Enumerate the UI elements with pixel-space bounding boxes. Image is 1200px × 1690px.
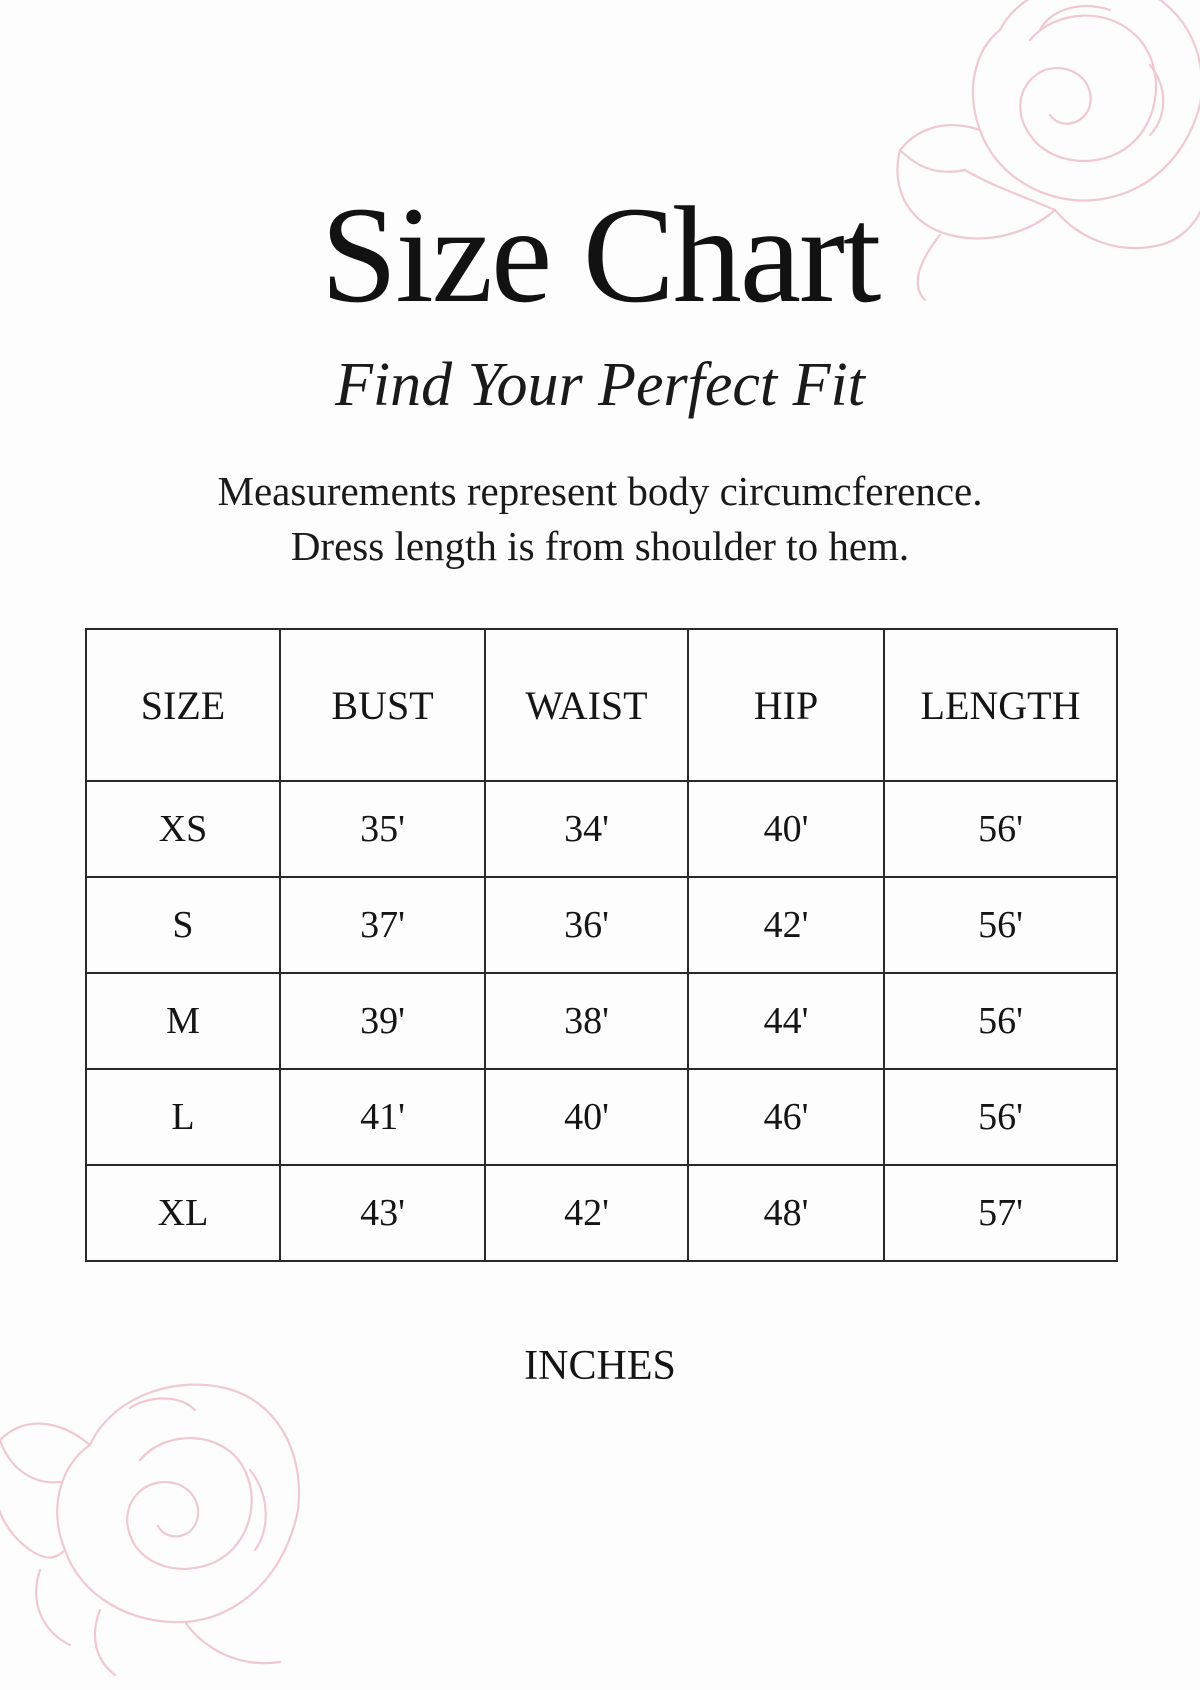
measurement-note: Measurements represent body circumcference. xyxy=(217,468,983,514)
column-header-hip: HIP xyxy=(688,629,884,781)
bust-cell: 43' xyxy=(280,1165,485,1261)
hip-cell: 44' xyxy=(688,973,884,1069)
hip-cell: 42' xyxy=(688,877,884,973)
bust-cell: 35' xyxy=(280,781,485,877)
length-cell: 56' xyxy=(884,877,1117,973)
waist-cell: 38' xyxy=(485,973,688,1069)
length-cell: 56' xyxy=(884,973,1117,1069)
column-header-waist: WAIST xyxy=(485,629,688,781)
size-table xyxy=(85,628,1118,1262)
bust-cell: 37' xyxy=(280,877,485,973)
rose-outline-icon xyxy=(0,1350,310,1690)
length-cell: 56' xyxy=(884,781,1117,877)
waist-cell: 36' xyxy=(485,877,688,973)
bust-cell: 39' xyxy=(280,973,485,1069)
hip-cell: 40' xyxy=(688,781,884,877)
size-cell: XS xyxy=(86,781,280,877)
bust-cell: 41' xyxy=(280,1069,485,1165)
page-title: Size Chart xyxy=(320,178,880,331)
hip-cell: 46' xyxy=(688,1069,884,1165)
waist-cell: 42' xyxy=(485,1165,688,1261)
size-cell: S xyxy=(86,877,280,973)
column-header-bust: BUST xyxy=(280,629,485,781)
length-cell: 56' xyxy=(884,1069,1117,1165)
units-label: INCHES xyxy=(524,1343,676,1389)
size-cell: XL xyxy=(86,1165,280,1261)
table-row xyxy=(86,877,1117,973)
size-cell: L xyxy=(86,1069,280,1165)
size-cell: M xyxy=(86,973,280,1069)
length-note: Dress length is from shoulder to hem. xyxy=(290,523,910,569)
table-row xyxy=(86,781,1117,877)
waist-cell: 40' xyxy=(485,1069,688,1165)
table-row xyxy=(86,973,1117,1069)
table-row xyxy=(86,1165,1117,1261)
length-cell: 57' xyxy=(884,1165,1117,1261)
table-header-row xyxy=(86,629,1117,781)
column-header-length: LENGTH xyxy=(884,629,1117,781)
table-row xyxy=(86,1069,1117,1165)
column-header-size: SIZE xyxy=(86,629,280,781)
page-subtitle: Find Your Perfect Fit xyxy=(335,351,865,419)
hip-cell: 48' xyxy=(688,1165,884,1261)
waist-cell: 34' xyxy=(485,781,688,877)
